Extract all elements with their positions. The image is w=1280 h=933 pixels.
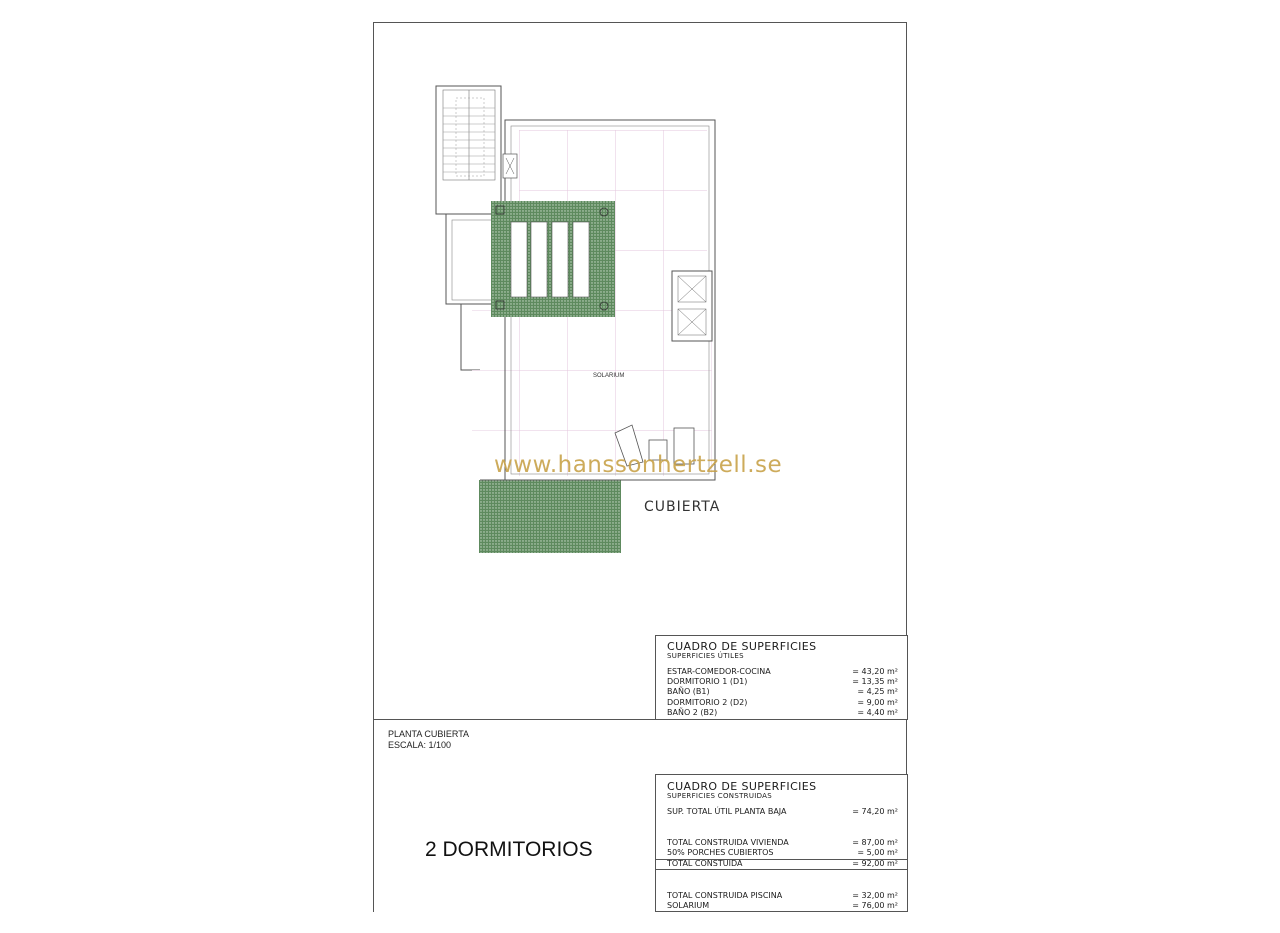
table-rule: [656, 869, 907, 870]
bedrooms-heading: 2 DORMITORIOS: [425, 838, 593, 861]
table-row: BAÑO 2 (B2) = 4,40 m²: [667, 708, 898, 717]
table-row: TOTAL CONSTRUIDA VIVIENDA = 87,00 m²: [667, 838, 898, 847]
table-row: TOTAL CONSTRUIDA PISCINA = 32,00 m²: [667, 891, 898, 900]
table-row: BAÑO (B1) = 4,25 m²: [667, 687, 898, 696]
table-row: DORMITORIO 1 (D1) = 13,35 m²: [667, 677, 898, 686]
plan-scale: ESCALA: 1/100: [388, 740, 452, 750]
table-row: ESTAR-COMEDOR-COCINA = 43,20 m²: [667, 667, 898, 676]
table-subtitle: SUPERFICIES ÚTILES: [667, 652, 744, 660]
area-table-useful: [655, 635, 908, 720]
table-title: CUADRO DE SUPERFICIES: [667, 640, 817, 653]
watermark: www.hanssonhertzell.se: [494, 452, 783, 478]
solarium-label: SOLARIUM: [593, 373, 625, 379]
table-row: DORMITORIO 2 (D2) = 9,00 m²: [667, 698, 898, 707]
table-row: SUP. TOTAL ÚTIL PLANTA BAJA = 74,20 m²: [667, 807, 898, 816]
plan-title: PLANTA CUBIERTA: [388, 729, 470, 739]
table-row: TOTAL CONSTUIDA = 92,00 m²: [667, 859, 898, 868]
table-row: 50% PORCHES CUBIERTOS = 5,00 m²: [667, 848, 898, 857]
plan-caption: [388, 729, 469, 751]
area-table-built: [655, 774, 908, 912]
table-row: SOLARIUM = 76,00 m²: [667, 901, 898, 910]
table-title: CUADRO DE SUPERFICIES: [667, 780, 817, 793]
cubierta-label: CUBIERTA: [644, 499, 721, 515]
staircase: [436, 86, 501, 214]
table-subtitle: SUPERFICIES CONSTRUIDAS: [667, 792, 773, 800]
